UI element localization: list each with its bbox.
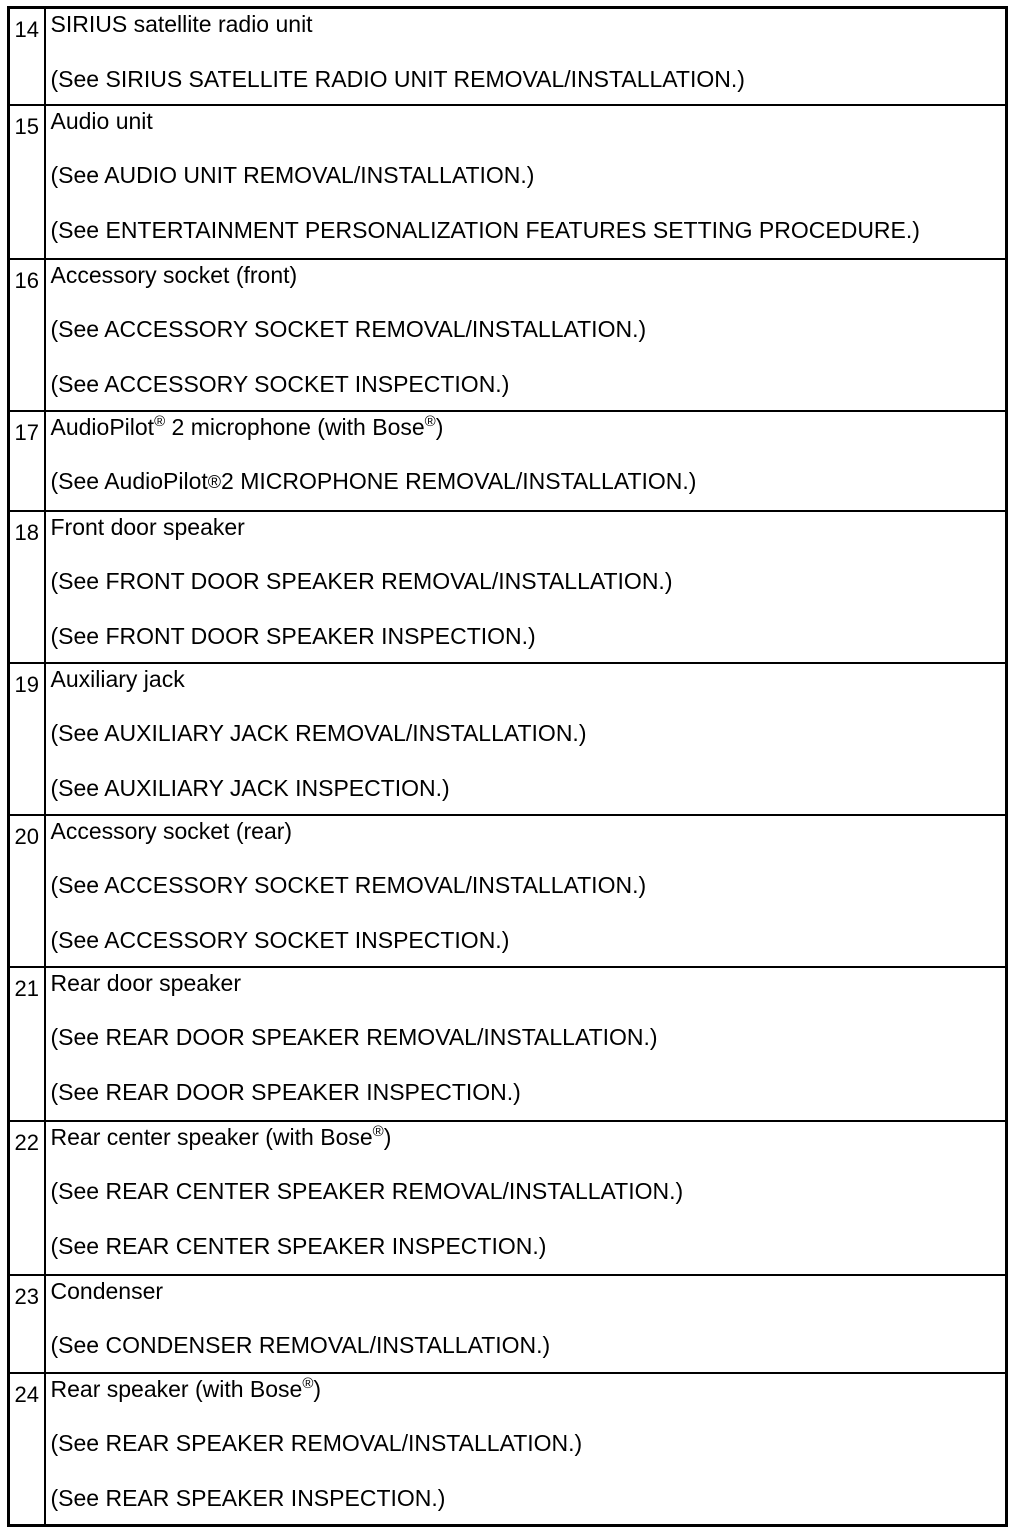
item-reference: (See AudioPilot®2 MICROPHONE REMOVAL/INSTALLATION.) [50, 468, 697, 494]
item-name: Front door speaker [50, 513, 245, 540]
item-description [45, 511, 1007, 663]
item-description [45, 815, 1007, 967]
item-reference: (See ENTERTAINMENT PERSONALIZATION FEATURES SETTING PROCEDURE.) [50, 216, 920, 243]
item-name: Rear door speaker [50, 969, 241, 996]
item-number: 22 [9, 1121, 45, 1275]
item-description [45, 411, 1007, 511]
item-reference: (See CONDENSER REMOVAL/INSTALLATION.) [50, 1332, 551, 1358]
item-number: 16 [9, 259, 45, 411]
item-reference: (See REAR CENTER SPEAKER REMOVAL/INSTALLATION.) [50, 1178, 684, 1204]
table-row [9, 8, 1007, 105]
item-number: 14 [9, 8, 45, 105]
item-reference: (See ACCESSORY SOCKET REMOVAL/INSTALLATION.) [50, 872, 647, 898]
item-description [45, 967, 1007, 1121]
item-name: Condenser [50, 1277, 164, 1304]
item-reference: (See REAR SPEAKER INSPECTION.) [50, 1484, 446, 1511]
registered-mark: ® [154, 412, 166, 430]
item-reference: (See REAR SPEAKER REMOVAL/INSTALLATION.) [50, 1430, 583, 1456]
table-row [9, 815, 1007, 967]
item-description [45, 105, 1007, 259]
item-name: SIRIUS satellite radio unit [50, 11, 313, 37]
item-description [45, 259, 1007, 411]
item-name: Audio unit [50, 107, 153, 134]
item-reference: (See REAR DOOR SPEAKER INSPECTION.) [50, 1078, 521, 1105]
table-row [9, 1373, 1007, 1526]
item-reference: (See REAR DOOR SPEAKER REMOVAL/INSTALLATION.) [50, 1024, 658, 1050]
item-name: Rear center speaker (with Bose®) [50, 1122, 392, 1150]
item-name: Auxiliary jack [50, 665, 185, 692]
registered-mark: ® [372, 1122, 384, 1140]
item-number: 17 [9, 411, 45, 511]
table-row [9, 259, 1007, 411]
item-number: 19 [9, 663, 45, 815]
registered-mark: ® [302, 1374, 314, 1392]
item-name: Rear speaker (with Bose®) [50, 1374, 322, 1402]
item-number: 20 [9, 815, 45, 967]
item-reference: (See ACCESSORY SOCKET REMOVAL/INSTALLATION.) [50, 316, 647, 342]
item-number: 18 [9, 511, 45, 663]
parts-reference-table [7, 6, 1008, 1527]
item-reference: (See AUXILIARY JACK REMOVAL/INSTALLATION.) [50, 720, 587, 746]
item-name: AudioPilot® 2 microphone (with Bose®) [50, 412, 444, 440]
item-description [45, 663, 1007, 815]
item-reference: (See ACCESSORY SOCKET INSPECTION.) [50, 926, 510, 953]
item-description [45, 8, 1007, 105]
item-reference: (See AUXILIARY JACK INSPECTION.) [50, 774, 450, 801]
item-description [45, 1275, 1007, 1373]
item-reference: (See REAR CENTER SPEAKER INSPECTION.) [50, 1232, 547, 1259]
item-number: 23 [9, 1275, 45, 1373]
item-number: 24 [9, 1373, 45, 1526]
item-reference: (See SIRIUS SATELLITE RADIO UNIT REMOVAL/INSTALLATION.) [50, 65, 745, 92]
table-row [9, 411, 1007, 511]
table-row [9, 967, 1007, 1121]
table-row [9, 511, 1007, 663]
item-number: 21 [9, 967, 45, 1121]
item-name: Accessory socket (rear) [50, 817, 293, 844]
item-reference: (See AUDIO UNIT REMOVAL/INSTALLATION.) [50, 162, 535, 188]
table-row [9, 1121, 1007, 1275]
item-number: 15 [9, 105, 45, 259]
item-reference: (See ACCESSORY SOCKET INSPECTION.) [50, 370, 510, 397]
table-row [9, 663, 1007, 815]
item-description [45, 1373, 1007, 1526]
item-reference: (See FRONT DOOR SPEAKER REMOVAL/INSTALLATION.) [50, 568, 673, 594]
item-description [45, 1121, 1007, 1275]
item-name: Accessory socket (front) [50, 261, 298, 288]
registered-mark: ® [207, 472, 222, 492]
registered-mark: ® [424, 412, 436, 430]
table-row [9, 105, 1007, 259]
table-row [9, 1275, 1007, 1373]
item-reference: (See FRONT DOOR SPEAKER INSPECTION.) [50, 622, 536, 649]
